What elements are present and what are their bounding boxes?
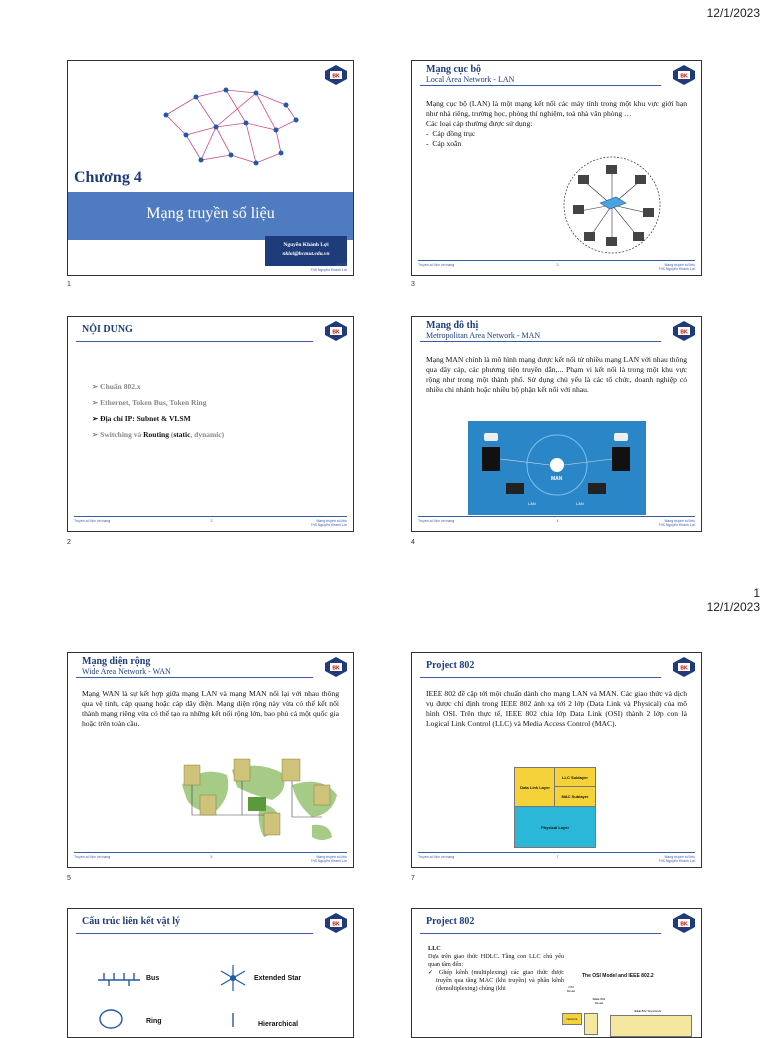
slide-3-number: 3	[411, 281, 415, 288]
slide-3-list-item: - Cáp xoắn	[426, 139, 462, 148]
slide-4-footer-right: Mạng truyền số liệu	[664, 519, 695, 523]
toc-list	[92, 379, 224, 443]
lan-label-left: LAN	[528, 501, 536, 506]
slide-7-title: Project 802	[426, 660, 475, 671]
bk-logo-icon	[325, 657, 347, 677]
svg-text:BK: BK	[332, 921, 340, 928]
slide-4-title: Mạng đô thị	[426, 320, 479, 331]
bk-logo-icon	[673, 65, 695, 85]
ring-topology-icon	[96, 1007, 126, 1031]
llc-title: LLC	[428, 945, 441, 952]
slide-7[interactable]	[411, 652, 702, 868]
slide-8-bullet: ✓ Ghép kênh (multiplexing) các giao thức được truyền qua tầng MAC (khi truyền) và phân kênh (demultiplexing) chúng (khi	[428, 969, 564, 992]
slide-5-number: 5	[67, 875, 71, 882]
page-number: 1	[753, 586, 760, 600]
slide-4-body: Mạng MAN chính là mô hình mạng được kết nối từ nhiều mạng LAN với nhau thông qua dây cáp, các phương tiện truyền dẫn,... Phạm vi kết nối là trong một khu vực rộng như trong một thành phố. Sử dụng chủ yếu là các tổ chức, doanh nghiệp có nhiều chi nhánh hoặc nhiều bộ phận kết nối với nhau.	[426, 355, 687, 394]
osi-figure-title: The OSI Model and IEEE 802.2	[582, 973, 654, 979]
slide-1-title: Mạng truyền số liệu	[146, 205, 275, 222]
svg-text:BK: BK	[332, 73, 340, 80]
slide-5-footer-right: Mạng truyền số liệu	[316, 855, 347, 859]
slide-5-subtitle: Wide Area Network - WAN	[82, 667, 171, 676]
toc-item-active[interactable]: ➢ Địa chỉ IP: Subnet & VLSM	[92, 414, 191, 423]
slide-3-footer-num: 3	[556, 263, 559, 267]
svg-text:BK: BK	[680, 921, 688, 928]
hierarchical-label: Hierarchical	[258, 1021, 299, 1028]
slide-4-subtitle: Metropolitan Area Network - MAN	[426, 331, 541, 340]
bk-logo-icon	[325, 913, 347, 933]
slide-2-title: NỘI DUNG	[82, 324, 133, 335]
bk-logo-icon	[325, 65, 347, 85]
slide-2-footer-num: 2	[210, 519, 213, 523]
man-diagram-art	[468, 421, 646, 515]
ieee-box	[610, 1015, 692, 1037]
bk-logo-icon	[673, 913, 695, 933]
wan-world-map	[172, 755, 344, 849]
slide-1-number: 1	[67, 281, 71, 288]
slide-3-footer-right: Mạng truyền số liệu	[664, 263, 695, 267]
toc-item[interactable]: ➢ Ethernet, Token Bus, Token Ring	[92, 398, 207, 407]
llc-box: LLC Sublayer	[554, 767, 596, 787]
slide-3-list-title: Các loại cáp thường được sử dụng:	[426, 119, 533, 128]
network-globe-icon	[156, 75, 306, 180]
slide-1-corner-sub: ThS Nguyễn Khánh Lợi	[310, 268, 347, 272]
phys-box: Physical Layer	[514, 806, 596, 848]
svg-text:BK: BK	[332, 665, 340, 672]
slide-2-number: 2	[67, 539, 71, 546]
slide-5-body: Mạng WAN là sự kết hợp giữa mạng LAN và mạng MAN nối lại với nhau thông qua vệ tinh, cáp quang hoặc cáp dây điện. Mạng diện rộng này vừa có thể kết nối thành mạng riêng vừa có thể tạo ra những kết nối rộng lớn, bao phủ cả một quốc gia hoặc trên toàn cầu.	[82, 689, 339, 728]
slide-7-body: IEEE 802 đề cập tới một chuẩn dành cho mạng LAN và MAN. Các giao thức và dịch vụ được chỉ định trong IEEE 802 ánh xạ tới 2 lớp (Data Link và Physical) của mô hình OSI. Trên thực tế, IEEE 802 chia lớp Data Link (OSI) thành 2 lớp con là Logical Link Control (LLC) và Media Access Control (MAC).	[426, 689, 687, 728]
slide-4[interactable]	[411, 316, 702, 532]
osi-figure-osi: OSI Model	[566, 985, 576, 993]
bk-logo-icon	[325, 321, 347, 341]
osi-network-box: Network	[562, 1013, 582, 1025]
slide-6[interactable]	[67, 908, 354, 1038]
extended-star-label: Extended Star	[254, 975, 302, 982]
slide-3-title: Mạng cục bộ	[426, 64, 481, 75]
slide-2-footer-right: Mạng truyền số liệu	[316, 519, 347, 523]
slide-7-footer-num: 7	[556, 855, 559, 859]
slide-7-footer-sub: ThS Nguyễn Khánh Lợi	[658, 859, 695, 863]
slide-8-title: Project 802	[426, 916, 475, 927]
slide-8-body: Dựa trên giao thức HDLC. Tầng con LLC chủ yếu quan tâm đến:	[428, 953, 564, 968]
slide-3-footer-sub: ThS Nguyễn Khánh Lợi	[658, 267, 695, 271]
hierarchical-icon	[228, 1013, 238, 1027]
slide-4-footer-sub: ThS Nguyễn Khánh Lợi	[658, 523, 695, 527]
svg-text:BK: BK	[680, 329, 688, 336]
page-date-bottom: 12/1/2023	[706, 600, 760, 614]
slide-7-number: 7	[411, 875, 415, 882]
slide-4-number: 4	[411, 539, 415, 546]
slide-5-title: Mạng diện rộng	[82, 656, 151, 667]
toc-item[interactable]: ➢ Chuẩn 802.x	[92, 382, 141, 391]
author-name: Nguyễn Khánh Lợi	[283, 242, 329, 248]
author-email: nkloi@hcmut.edu.vn	[282, 251, 330, 257]
man-diagram	[468, 421, 646, 515]
bk-logo-icon	[673, 321, 695, 341]
chapter-title: Chương 4	[74, 169, 142, 186]
bus-label: Bus	[146, 975, 160, 982]
slide-1[interactable]	[67, 60, 354, 276]
slide-8-text	[428, 945, 564, 993]
page-date-top: 12/1/2023	[706, 6, 760, 20]
svg-text:BK: BK	[332, 329, 340, 336]
osi-figure-std: IEEE 802 Standards	[634, 1009, 662, 1013]
extended-star-icon	[218, 964, 248, 992]
slide-2[interactable]	[67, 316, 354, 532]
toc-item[interactable]: ➢ Switching và Routing (static, dynamic)	[92, 430, 225, 439]
slide-5-footer-left: Truyền số liệu và mạng	[74, 855, 111, 859]
slide-5-footer-sub: ThS Nguyễn Khánh Lợi	[310, 859, 347, 863]
svg-text:BK: BK	[680, 665, 688, 672]
slide-3[interactable]	[411, 60, 702, 276]
svg-text:BK: BK	[680, 73, 688, 80]
bus-topology-icon	[96, 969, 142, 989]
dll-box: Data Link Layer	[514, 767, 556, 807]
slide-8[interactable]	[411, 908, 702, 1038]
slide-3-footer-left: Truyền số liệu và mạng	[418, 263, 455, 267]
slide-3-list-item: - Cáp đồng trục	[426, 129, 476, 138]
slide-6-title: Cấu trúc liên kết vật lý	[82, 916, 181, 927]
slide-7-footer-right: Mạng truyền số liệu	[664, 855, 695, 859]
slide-1-corner: 4/2018	[336, 263, 347, 267]
slide-5-footer-num: 5	[210, 855, 213, 859]
lan-label-right: LAN	[576, 501, 584, 506]
slide-3-body: Mạng cục bộ (LAN) là một mạng kết nối các máy tính trong một khu vực giới hạn như nhà riêng, trường học, phòng thí nghiệm, toà nhà văn phòng …	[426, 99, 687, 118]
man-label: MAN	[551, 476, 563, 482]
slide-7-footer-left: Truyền số liệu và mạng	[418, 855, 455, 859]
bk-logo-icon	[673, 657, 695, 677]
slide-2-footer-sub: ThS Nguyễn Khánh Lợi	[310, 523, 347, 527]
osi-box	[584, 1013, 598, 1035]
osi-figure-ieee: IEEE 802 Model	[592, 997, 606, 1005]
osi-802-diagram	[514, 767, 594, 847]
slide-4-footer-left: Truyền số liệu và mạng	[418, 519, 455, 523]
slide-2-footer-left: Truyền số liệu và mạng	[74, 519, 111, 523]
slide-3-subtitle: Local Area Network - LAN	[426, 75, 515, 84]
slide-5[interactable]	[67, 652, 354, 868]
mac-box: MAC Sublayer	[554, 786, 596, 807]
ring-label: Ring	[146, 1018, 162, 1025]
slide-4-footer-num: 4	[556, 519, 559, 523]
author-box	[265, 236, 347, 266]
lan-star-diagram	[560, 153, 664, 257]
